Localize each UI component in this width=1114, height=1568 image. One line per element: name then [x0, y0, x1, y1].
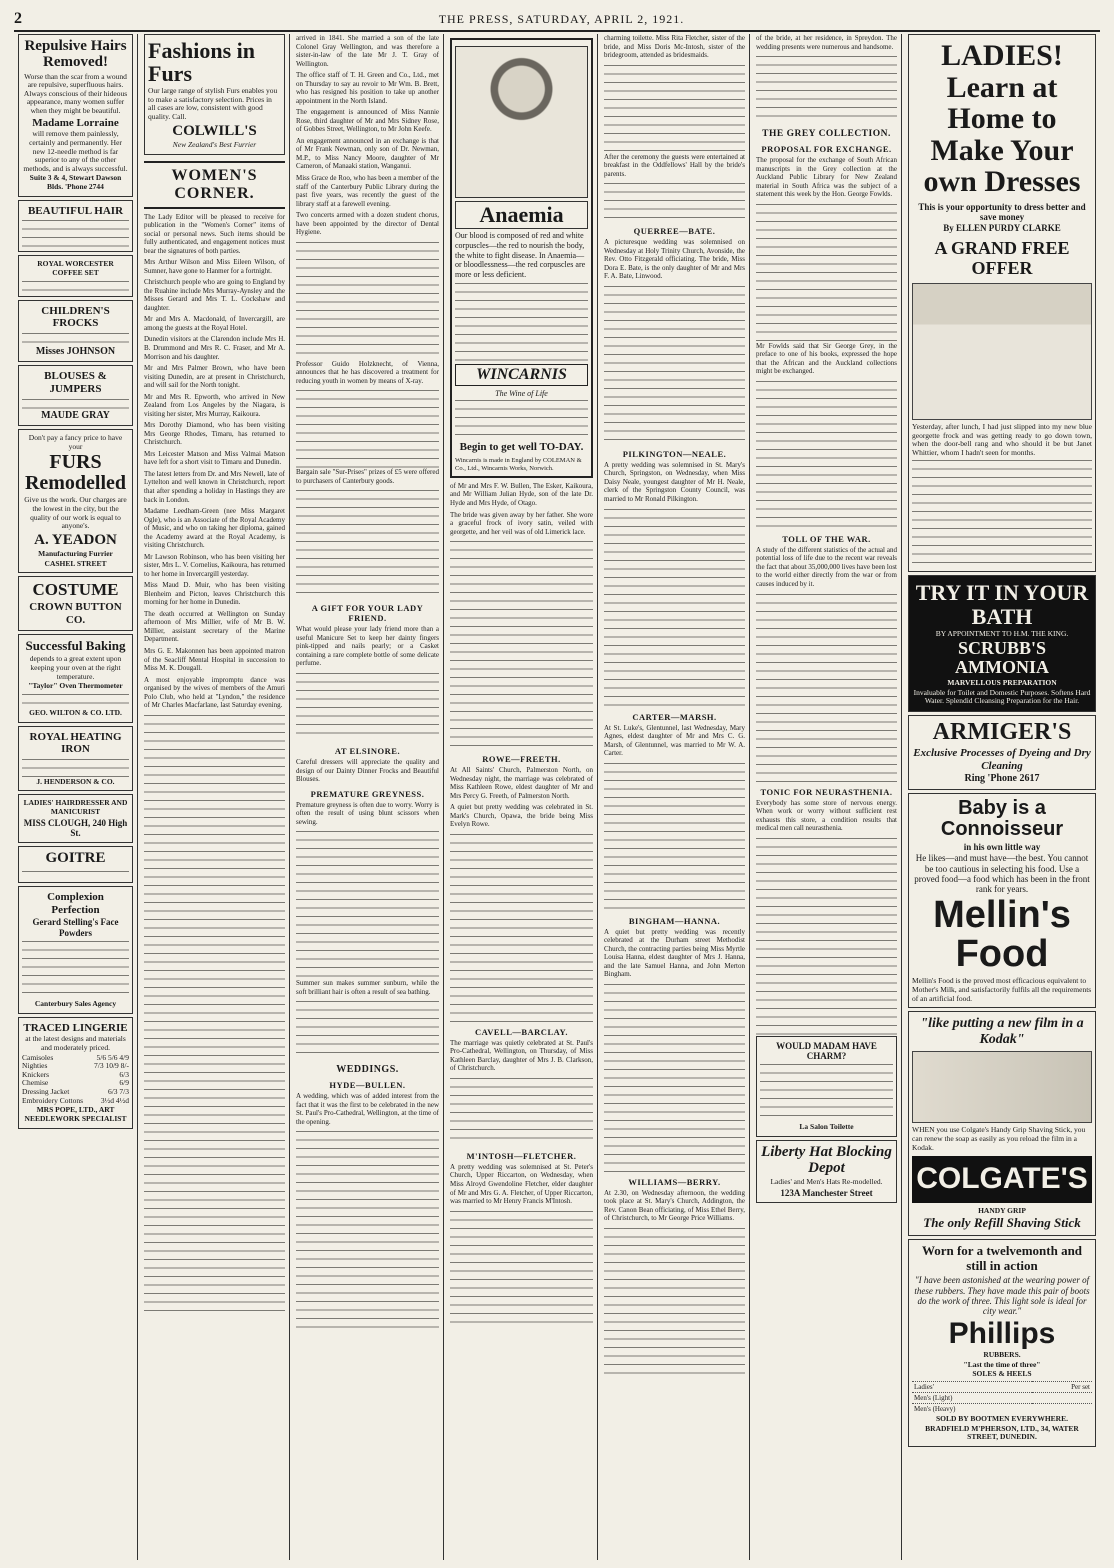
ad-mellins-food: [908, 793, 1096, 1008]
news-paragraph: Mrs Arthur Wilson and Miss Eileen Wilson, of Sumner, have gone to Hanmer for a fortnight.: [144, 258, 285, 275]
ad-clough: MISS CLOUGH, 240 High St.: [23, 817, 128, 839]
greyness-heading: PREMATURE GREYNESS.: [310, 788, 425, 799]
anaemia-title: Anaemia: [455, 201, 588, 229]
text-filler: [450, 832, 593, 1022]
ad-mellin-body: Mellin's Food is the proved most efficacious equivalent to Mother's Milk, and satisfactorily fulfils all the requirements of an artificial food.: [912, 976, 1092, 1003]
ad-lorraine-title: Madame Lorraine: [32, 116, 119, 129]
price-row: Chemise 6/9: [22, 1078, 129, 1088]
soles-table: [912, 1381, 1092, 1414]
table-row: Men's (Light): [912, 1393, 1092, 1404]
column-6: [752, 34, 902, 1560]
ad-liberty-hat: [756, 1140, 897, 1203]
ad-baking: [18, 634, 133, 722]
ad-childrens-title: CHILDREN'S FROCKS: [41, 304, 110, 330]
text-filler: [296, 1129, 439, 1329]
ad-armiger-phone: Ring 'Phone 2617: [964, 773, 1040, 785]
news-paragraph: Mr Lawson Robinson, who has been visiting her sister, Mrs L. V. Cornelius, Kaikoura, has returned to her home in Invercargill yesterday.: [144, 552, 285, 578]
ad-toilette: [756, 1036, 897, 1137]
ad-armiger: [908, 715, 1096, 790]
toll-heading: TOLL OF THE WAR.: [782, 533, 871, 544]
ad-wincarnis: [450, 38, 593, 478]
text-filler: [144, 713, 285, 1313]
text-filler: [455, 281, 588, 361]
table-row: Men's (Heavy): [912, 1404, 1092, 1415]
text-filler: [604, 63, 745, 153]
ad-phillips: [908, 1239, 1096, 1447]
rowe-heading: ROWE—FREETH.: [482, 754, 561, 765]
text-filler: [756, 379, 897, 529]
ad-free-offer: A GRAND FREE OFFER: [934, 237, 1070, 279]
mintosh-heading: M'INTOSH—FLETCHER.: [466, 1150, 577, 1161]
hyde-body: A wedding, which was of added interest from the fact that it was the first to be celebrated in the new St. Paul's Pro-Cathedral, Wellington, at the time of the opening.: [296, 1092, 439, 1126]
cavell-heading: CAVELL—BARCLAY.: [475, 1026, 568, 1037]
ad-mellin-name: Mellin's Food: [933, 893, 1071, 976]
phillips-sold-by: SOLD BY BOOTMEN EVERYWHERE.: [936, 1414, 1068, 1424]
column-7: [904, 34, 1100, 1560]
news-paragraph: The latest letters from Dr. and Mrs Newell, late of Lyttelton and well known in Christchurch, report that after spending a holiday in Hastings they are back in London.: [144, 469, 285, 504]
anaemia-body: Our blood is composed of red and white corpuscles—the red to nourish the body, the white to fight disease. In Anaemia—or bloodlessness—the red corpuscles are more or less deficient.: [455, 231, 586, 279]
ad-baking-title: Successful Baking: [25, 638, 126, 654]
phillips-agents: BRADFIELD M'PHERSON, LTD., 34, WATER STREET, DUNEDIN.: [925, 1423, 1079, 1442]
news-paragraph: The engagement is announced of Miss Nannie Rose, third daughter of Mr and Mrs Sidney Rose, of Gobbes Street, Wellington, to Mr John Keefe.: [296, 108, 439, 134]
ad-ladies-author: By ELLEN PURDY CLARKE: [943, 223, 1061, 234]
ad-baby-title: Baby is a Connoisseur: [940, 796, 1064, 840]
querree-heading: QUERREE—BATE.: [633, 226, 716, 237]
ad-fashions-in-furs: [144, 34, 285, 155]
ad-costume-title: COSTUME: [32, 580, 119, 600]
news-paragraph: arrived in 1841. She married a son of the late Colonel Gray Wellington, and was therefore a sister-in-law of the late Mr J. T. Gray of Wellington.: [296, 34, 439, 68]
news-paragraph: A most enjoyable impromptu dance was organised by the wives of members of the Amuri Polo Club, who held at "Lyndon," the residence of Mr Charles Macfarlane, last Saturday evening.: [144, 675, 285, 710]
ad-taylor: "Taylor" Oven Thermometer: [28, 681, 123, 691]
bingham-heading: BINGHAM—HANNA.: [628, 915, 721, 926]
ad-kodak-title: "like putting a new film in a Kodak": [920, 1016, 1084, 1048]
price-list: [22, 1054, 129, 1106]
text-filler: [604, 181, 745, 221]
ad-beautiful-hair-title: BEAUTIFUL HAIR: [27, 204, 124, 217]
news-paragraph: Dunedin visitors at the Clarendon include Mrs H. B. Drummond and Mrs R. C. Fraser, and Mr A. Morrison and his daughter.: [144, 335, 285, 361]
ad-scrubb-name: SCRUBB'S AMMONIA: [955, 638, 1049, 678]
ad-fashion-body: Our large range of stylish Furs enables you to make a satisfactory selection. Prices in all cases are low, consistent with good quality. Call.: [148, 86, 278, 122]
ad-toilette-title: WOULD MADAM HAVE CHARM?: [776, 1040, 877, 1061]
williams-heading: WILLIAMS—BERRY.: [628, 1176, 721, 1187]
phillips-tagline: "Last the time of three": [963, 1359, 1041, 1369]
ad-liberty-sub: Ladies' and Men's Hats Re-modelled.: [770, 1177, 883, 1187]
news-paragraph: Mr and Mrs R. Epworth, who arrived in New Zealand from Los Angeles by the Niagara, is visiting her sister, Mrs Murray, Kaikoura.: [144, 392, 285, 418]
ad-yeadon-address: CASHEL STREET: [44, 558, 107, 568]
grey-collection-subheading: PROPOSAL FOR EXCHANGE.: [761, 144, 892, 155]
price-row: Embroidery Cottons 3½d 4½d: [22, 1095, 129, 1105]
ad-hairs: [18, 34, 133, 197]
williams-body: At 2.30, on Wednesday afternoon, the wedding took place at St. Mary's Church, Addington, the Rev. Canon Bean officiating, of Miss Ethel Berry, of Christchurch, to Mr George Price Williams.: [604, 1188, 745, 1223]
text-filler: [756, 54, 897, 124]
ad-hairs-title: Repulsive Hairs Removed!: [24, 38, 127, 70]
news-paragraph: of the bride, at her residence, in Spreydon. The wedding presents were numerous and handsome.: [756, 34, 897, 51]
price-row: Nighties 7/3 10/9 8/-: [22, 1061, 129, 1071]
colgate-logo: COLGATE'S: [912, 1156, 1092, 1203]
ad-crown-title: CROWN BUTTON CO.: [29, 601, 122, 626]
ad-scrubbs: [908, 575, 1096, 711]
text-filler: [296, 999, 439, 1059]
womens-corner-heading: WOMEN'S CORNER.: [144, 161, 285, 209]
ad-wilton: GEO. WILTON & CO. LTD.: [29, 707, 122, 717]
colgate-sub: HANDY GRIP: [978, 1205, 1026, 1215]
ad-coffee-title: ROYAL WORCESTER COFFEE SET: [37, 259, 114, 277]
ad-liberty-title: Liberty Hat Blocking Depot: [761, 1143, 892, 1176]
price-row: Camisoles 5/6 5/6 4/9: [22, 1052, 129, 1062]
ad-ladies-title: LADIES! Learn at Home to Make Your own Dresses: [923, 39, 1081, 198]
phillips-sub: RUBBERS.: [983, 1350, 1021, 1360]
text-filler: [296, 829, 439, 979]
news-paragraph: Christchurch people who are going to England by the Ruahine include Mrs Murray-Aynsley and the Misses Gerard and Mrs T. L. Cockshaw and daughter.: [144, 278, 285, 312]
ad-childrens-sub: Misses JOHNSON: [35, 345, 116, 357]
wincarnis-tagline: The Wine of Life: [495, 388, 548, 398]
tonic-heading: TONIC FOR NEURASTHENIA.: [760, 786, 893, 797]
ad-lorraine-body: will remove them painlessly, certainly and permanently. Her new 12-needle method is far superior to any of the other methods, and is always successful.: [23, 129, 128, 173]
price-row: Dressing Jacket 6/3 7/3: [22, 1087, 129, 1097]
ad-heating-iron: [18, 726, 133, 792]
newspaper-title: THE PRESS, SATURDAY, APRIL 2, 1921.: [438, 11, 685, 26]
news-paragraph: The death occurred at Wellington on Sunday afternoon of Mrs Millier, wife of Mr B. W. Millier, assistant secretary of the Marine Department.: [144, 609, 285, 644]
column-3: [292, 34, 444, 1560]
text-filler: [756, 592, 897, 782]
news-paragraph: charming toilette. Miss Rita Fletcher, sister of the bride, and Miss Doris Mc-Intosh, sister of the bridegroom, attended as bridesmaids.: [604, 34, 745, 60]
text-filler: [296, 488, 439, 598]
ad-lingerie-title: TRACED LINGERIE: [23, 1021, 128, 1034]
ad-armiger-sub: Exclusive Processes of Dyeing and Dry Cleaning: [913, 747, 1091, 772]
tonic-body: Everybody has some store of nervous energy. When work or worry without sufficient rest exhausts this store, a condition results that medical men call neurasthenia.: [756, 798, 897, 833]
portrait-illustration: [455, 46, 588, 198]
ad-furs-pre: Don't pay a fancy price to have your: [28, 433, 123, 451]
ad-beautiful-hair: [18, 200, 133, 253]
text-filler: [756, 836, 897, 1036]
news-paragraph: Miss Grace de Roo, who has been a member of the staff of the Canterbury Public Library during the past five years, was recently the guest of the library staff at a farewell evening.: [296, 173, 439, 208]
news-paragraph: Mrs Leicester Matson and Miss Valmai Matson have left for a short visit to Timaru and Dunedin.: [144, 449, 285, 467]
ad-lorraine-address: Suite 3 & 4, Stewart Dawson Blds. 'Phone 2744: [29, 173, 122, 192]
ad-goitre-title: GOITRE: [45, 850, 106, 867]
ad-colgate: [908, 1011, 1096, 1236]
news-paragraph: Madame Leedham-Green (nee Miss Margaret Ogle), who is an Associate of the Royal Academy of Music, and who on taking her diploma, gained the Academy award at the Royal Academy, is visiting Christchurch.: [144, 507, 285, 550]
phillips-logo: Phillips: [948, 1316, 1056, 1350]
ad-stelling: Gerard Stelling's Face Powders: [32, 917, 119, 938]
ad-coffee: [18, 255, 133, 296]
ad-fashion-title: Fashions in Furs: [148, 38, 255, 87]
ad-hairdresser-title: LADIES' HAIRDRESSER AND MANICURIST: [23, 798, 128, 817]
ad-bath-appointment: BY APPOINTMENT TO H.M. THE KING.: [935, 628, 1069, 638]
weddings-heading: WEDDINGS.: [336, 1064, 399, 1076]
ad-blouses-sub: MAUDE GRAY: [41, 409, 110, 421]
text-filler: [296, 240, 439, 360]
cavell-body: The marriage was quietly celebrated at St. Paul's Pro-Cathedral, Wellington, on Thursday, of Miss Kathleen Barclay, daughter of Mrs J. B. Clarkson, of Christchurch.: [450, 1038, 593, 1073]
ad-furs-body: Give us the work. Our charges are the lowest in the city, but the quality of our work is equal to anyone's.: [24, 495, 127, 531]
text-filler: [296, 671, 439, 741]
ad-canterbury: Canterbury Sales Agency: [34, 999, 117, 1009]
begin-today: Begin to get well TO-DAY.: [459, 441, 584, 454]
ad-worn-title: Worn for a twelvemonth and still in action: [921, 1243, 1083, 1274]
news-paragraph: An engagement announced in an exchange is that of Mr Frank Newman, only son of Dr. Newman, M.P., to Miss Nancy Moore, daughter of Mr Cameron, of Manaaki station, Wanganui.: [296, 136, 439, 171]
text-filler: [450, 1209, 593, 1329]
ad-hairs-body: Worse than the scar from a wound are repulsive, superfluous hairs. Always conscious of their hideous appearance, many women suffer when they might be beautiful.: [23, 71, 128, 115]
ad-costume: [18, 576, 133, 631]
text-filler: [296, 388, 439, 468]
news-paragraph: Mr and Mrs A. Macdonald, of Invercargill, are among the guests at the Royal Hotel.: [144, 315, 285, 332]
ad-baby-body: He likes—and must have—the best. You cannot be too cautious in selecting his food. Use a proved food—a food which has been in the front rank for years.: [914, 853, 1090, 895]
news-paragraph: Miss Maud D. Muir, who has been visiting Blenheim and Picton, leaves Christchurch this morning for her home in Dunedin.: [144, 581, 285, 607]
text-filler: [455, 398, 588, 438]
wincarnis-maker: Wincarnis is made in England by COLEMAN & Co., Ltd., Wincarnis Works, Norwich.: [455, 457, 582, 473]
ad-furs-title: FURS Remodelled: [24, 451, 127, 495]
hyde-heading: HYDE—BULLEN.: [329, 1080, 406, 1091]
column-5: [600, 34, 750, 1560]
news-paragraph: Mrs G. E. Makonnen has been appointed matron of the Seacliff Mental Hospital in succession to Miss M. K. Dougall.: [144, 647, 285, 673]
grey-collection-heading: THE GREY COLLECTION.: [762, 129, 891, 140]
greyness-body: Premature greyness is often due to worry. Worry is often the result of using blunt scissors when sewing.: [296, 800, 439, 826]
text-filler: [756, 202, 897, 342]
pilkington-heading: PILKINGTON—NEALE.: [622, 448, 727, 459]
news-paragraph: Mr and Mrs Palmer Brown, who have been visiting Dunedin, are at present in Christchurch, and will sail for the North tonight.: [144, 364, 285, 390]
ad-blouses: [18, 365, 133, 426]
colgate-refill: The only Refill Shaving Stick: [923, 1215, 1081, 1231]
carter-heading: CARTER—MARSH.: [632, 711, 717, 722]
grey-collection-body-2: Mr Fowlds said that Sir George Grey, in the preface to one of his books, expressed the hope that the African and the Auckland collections might be exchanged.: [756, 341, 897, 376]
dress-illustration: [912, 283, 1092, 420]
mintosh-body: A pretty wedding was solemnised at St. Peter's Church, Upper Riccarton, on Wednesday, when Miss Alroyd Gwendoline Fletcher, elder daughter of Mr and Mrs G. A. Fletcher, of Upper Riccarton, was married to Mr Henry Francis M'Intosh.: [450, 1162, 593, 1206]
ad-colwill: COLWILL'S: [172, 122, 257, 139]
ad-liberty-address: 123A Manchester Street: [780, 1188, 873, 1199]
news-paragraph: After the ceremony the guests were entertained at breakfast in the Oddfellows' Hall by the bride's parents.: [604, 152, 745, 178]
ad-blouses-title: BLOUSES & JUMPERS: [44, 370, 107, 395]
rowe-body: At All Saints' Church, Palmerston North, on Wednesday night, the marriage was celebrated of Miss Kathleen Rowe, eldest daughter of Mr and Mrs Percy G. Freeth, of Palmerston North.: [450, 766, 593, 800]
ad-lingerie-sub: at the latest designs and materials and moderately priced.: [25, 1034, 126, 1052]
price-row: Knickers 6/3: [22, 1069, 129, 1079]
text-filler: [604, 1226, 745, 1376]
news-paragraph: Mrs Dorothy Diamond, who has been visiting Mrs George Rhodes, Timaru, has returned to Christchurch.: [144, 421, 285, 447]
ad-colwill-sub: New Zealand's Best Furrier: [172, 139, 257, 149]
ad-ladies-dresses: [908, 34, 1096, 572]
ad-ladies-sub: This is your opportunity to dress better and save money: [918, 201, 1086, 222]
soles-title: SOLES & HEELS: [972, 1369, 1032, 1379]
text-filler: [604, 284, 745, 444]
elsinore-heading: AT ELSINORE.: [334, 746, 401, 756]
ad-furs: [18, 429, 133, 573]
ad-complexion: [18, 886, 133, 1014]
pilkington-body: A pretty wedding was solemnised in St. Mary's Church, Springston, on Wednesday, when Miss Daisy Neale, youngest daughter of Mr H. Neale, clerk of the Springston County Council, was married to Mr Ronald Pilkington.: [604, 460, 745, 503]
news-paragraph: The bride was given away by her father. She wore a graceful frock of ivory satin, veiled with georgette, and her veil was of old Limerick lace.: [450, 510, 593, 536]
gift-body: What would please your lady friend more than a useful Manicure Set to keep her dainty fingers pink-tipped and nails pearly; or a Casket containing a rare complete bottle of some delicate perfume.: [296, 625, 439, 668]
news-paragraph: The office staff of T. H. Green and Co., Ltd., met on Thursday to say au revoir to Mr Wm. B. Brett, who has resigned his position to take up another appointment in the North Island.: [296, 71, 439, 105]
ad-heating-iron-title: ROYAL HEATING IRON: [29, 730, 122, 756]
column-1: [14, 34, 138, 1560]
ad-hairdresser: [18, 794, 133, 843]
news-paragraph: Two concerts armed with a dozen student chorus, have been appointed by the director of Dental Hygiene.: [296, 211, 439, 237]
ad-kodak-body: WHEN you use Colgate's Handy Grip Shaving Stick, you can renew the soap as easily as you reload the film in a Kodak.: [912, 1125, 1086, 1152]
ad-lingerie: [18, 1017, 133, 1129]
ad-pope: MRS POPE, LTD., ART NEEDLEWORK SPECIALIST: [24, 1105, 127, 1123]
masthead: [14, 8, 1100, 32]
ad-childrens-frocks: [18, 300, 133, 363]
news-paragraph: A quiet but pretty wedding was celebrated in St. Mark's Church, Opawa, the bride being Miss Evelyn Rowe.: [450, 803, 593, 829]
column-4: [446, 34, 598, 1560]
ad-goitre: [18, 846, 133, 883]
gift-heading: A GIFT FOR YOUR LADY FRIEND.: [311, 603, 424, 624]
bingham-body: A quiet but pretty wedding was recently celebrated at the Durham street Methodist Church, the contracting parties being Miss Myrtle Louisa Hanna, eldest daughter of Mrs J. Hanna, and the late Samuel Hanna, and John Merton Bingham.: [604, 927, 745, 979]
ad-toilette-name: La Salon Toilette: [799, 1122, 854, 1132]
ad-yeadon-sub: Manufacturing Furrier: [38, 549, 113, 559]
news-paragraph: Professor Guido Holzknecht, of Vienna, announces that he has discovered a treatment for reducing youth in women by means of X-ray.: [296, 359, 439, 385]
page-number: 2: [14, 10, 23, 27]
ad-yeadon-title: A. YEADON: [34, 531, 117, 548]
news-paragraph: of Mr and Mrs F. W. Bullen, The Esker, Kaikoura, and Mr William Julian Hyde, son of the late Dr. Hyde and Mrs Hyde, of Otago.: [450, 481, 593, 507]
kodak-illustration: [912, 1051, 1092, 1123]
grey-collection-body: The proposal for the exchange of South African manuscripts in the Grey collection at the Auckland Public Library for New Zealand material in South Africa was the subject of a statement this week by the Hon. George Fowlds.: [756, 156, 897, 199]
ad-baby-sub: in his own little way: [963, 841, 1041, 852]
toll-body: A study of the different statistics of the actual and potential loss of life due to the recent war reveals the fact that about 35,000,000 lives have been lost to the world either directly from the war or from causes induced by it.: [756, 545, 897, 588]
ad-henderson: J. HENDERSON & CO.: [36, 776, 115, 786]
ad-baking-body: depends to a great extent upon keeping your oven at the right temperature.: [29, 654, 122, 681]
summer-body: Summer sun makes summer sunburn, while the soft brilliant hair is often a result of sea bathing.: [296, 979, 439, 996]
ad-worn-body: "I have been astonished at the wearing power of these rubbers. They have made this pair of boots do the work of three. This light sole is ideal for city wear.": [914, 1275, 1090, 1317]
news-paragraph: Bargain sale "Sur-Prises" prizes of £5 were offered to purchasers of Canterbury goods.: [296, 468, 439, 485]
text-filler: [450, 1076, 593, 1146]
wincarnis-logo: WINCARNIS: [455, 364, 588, 385]
column-2: [140, 34, 290, 1560]
ad-ladies-body: Yesterday, after lunch, I had just slipped into my new blue georgette frock and was getting ready to go down town, when the door-bell rang and who should it be but Janet Whittier, whom I hadn't seen for months.: [912, 421, 1092, 457]
ad-scrubb-body: Invaluable for Toilet and Domestic Purposes. Softens Hard Water. Splendid Cleansing Preparation for the Hair.: [913, 687, 1091, 706]
text-filler: [604, 761, 745, 911]
ad-scrubb-sub: MARVELLOUS PREPARATION: [947, 678, 1057, 687]
text-filler: [450, 539, 593, 749]
ad-armiger-title: ARMIGER'S: [932, 718, 1072, 745]
querree-body: A picturesque wedding was solemnised on Wednesday at Holy Trinity Church, Avonside, the Rev. Otto Fitzgerald officiating. The bride, Miss Dora E. Bate, is the only daughter of Mr and Mrs F. A. Bate, Linwood.: [604, 238, 745, 281]
text-filler: [604, 507, 745, 707]
intro-paragraph: The Lady Editor will be pleased to receive for publication in the "Women's Corner" items of social or personal news. Such items should be fully authenticated, and engagement notices must bear the signatures of both parties.: [144, 212, 285, 255]
text-filler: [604, 982, 745, 1172]
ad-bath-title: TRY IT IN YOUR BATH: [915, 580, 1089, 629]
table-row: Ladies' Per set: [914, 1382, 1090, 1391]
ad-complexion-title: Complexion Perfection: [47, 891, 104, 916]
elsinore-body: Careful dressers will appreciate the quality and design of our Dainty Dinner Frocks and Beautiful Blouses.: [296, 758, 439, 784]
carter-body: At St. Luke's, Glentunnel, last Wednesday, Mary Agnes, eldest daughter of Mr and Mrs C. G. Marsh, of Glentunnel, was married to Mr W. A. Carter.: [604, 723, 745, 758]
